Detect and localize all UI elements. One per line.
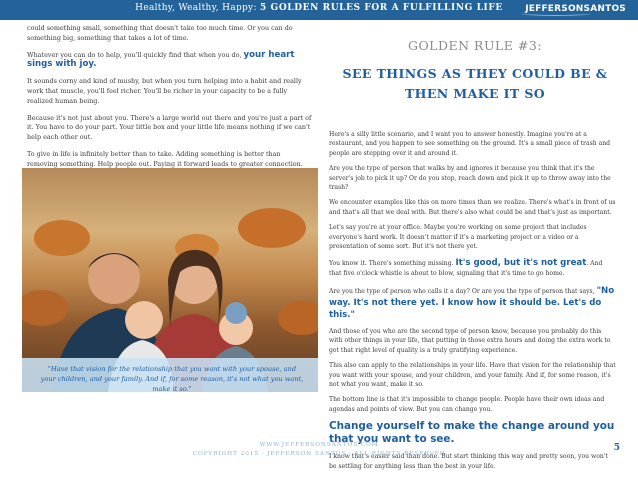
logo-text: JEFFERSONSANTOS bbox=[525, 4, 626, 14]
title-prefix: Healthy, Wealthy, Happy: bbox=[135, 3, 260, 13]
page-number: 5 bbox=[613, 443, 620, 453]
footer-url: WWW.JEFFERSONSANTOS.COM bbox=[259, 442, 379, 448]
rule-number-heading: GOLDEN RULE #3: bbox=[407, 38, 543, 53]
right-paragraph-7: And those of you who are the second type of person know, because you probably do this with other things in your life, that putting in those extra hours and doing the extra work to get that right level of quality is a truly gratifying experience. bbox=[329, 327, 611, 354]
right-paragraph-11: I know that's easier said than done. But start thinking this way and pretty soon, you won't be settling for anything less than the best in your life. bbox=[329, 453, 608, 470]
brand-logo bbox=[525, 4, 626, 14]
heart-sings-highlight: your heart sings with joy. bbox=[27, 49, 295, 70]
right-paragraph-1: Here's a silly little scenario, and I want you to answer honestly. Imagine you're at a restaurant, and you happen to see something on the ground. It's a small piece of trash and people are stepping over it and around it. bbox=[329, 131, 611, 157]
left-column bbox=[27, 24, 312, 177]
title-main: 5 GOLDEN RULES FOR A FULFILLING LIFE bbox=[259, 3, 503, 13]
family-photo bbox=[22, 168, 318, 392]
right-paragraph-2: Are you the type of person that walks by and ignores it because you think that it's the server's job to pick it up? Or do you stop, reach down and pick it up to throw away into the trash? bbox=[329, 165, 611, 192]
change-yourself-highlight: Change yourself to make the change around you that you want to see. bbox=[329, 420, 615, 446]
footer-copyright: COPYRIGHT 2015 · JEFFERSON SANTOS · ALL RIGHTS RESERVED bbox=[192, 451, 446, 457]
right-column bbox=[329, 130, 616, 477]
right-paragraph-9: The bottom line is that it's impossible to change people. People have their own ideas and agendas and points of view. But you can change you. bbox=[329, 396, 605, 413]
right-paragraph-5-lead: You know it. There's something missing. bbox=[329, 260, 456, 268]
left-paragraph-4: Because it's not just about you. There's a large world out there and you're just a part of it. You have to do your part. Your little box and your little life means nothing if we can't help each other out. bbox=[27, 113, 312, 142]
right-paragraph-8: This also can apply to the relationships in your life. Have that vision for the relationship that you want with your spouse, and your children, and your family. And if, for some reason, it's not what you want, make it so. bbox=[329, 362, 616, 388]
pull-quote: "Have that vision for the relationship that you want with your spouse, and your children, and your family. And if, for some reason, it's not what you want, make it so." bbox=[40, 365, 304, 392]
left-paragraph-2-text: Whatever you can do to help, you'll quickly find that when you do, bbox=[27, 50, 244, 59]
no-way-highlight: "No way. It's not there yet. I know how it should be. Let's do this." bbox=[329, 285, 615, 320]
page-footer bbox=[0, 441, 638, 459]
not-great-highlight: It's good, but it's not great bbox=[455, 258, 587, 269]
rule-headline: SEE THINGS AS THEY COULD BE & THEN MAKE IT SO bbox=[342, 66, 608, 101]
logo-swoosh bbox=[521, 11, 591, 16]
right-paragraph-5 bbox=[329, 257, 616, 278]
left-paragraph-1: could something small, something that doesn't take too much time. Or you can do something big, something that takes a lot of time. bbox=[27, 24, 293, 42]
photo-quote-box bbox=[22, 358, 318, 392]
right-paragraph-3: We encounter examples like this on more times than we realize. There's what's in front of us and that's all that we deal with. But there's also what could be and that's just as important. bbox=[329, 199, 616, 216]
left-paragraph-5: To give in life is infinitely better than to take. Adding something is better than removing something. Help people out. Paying it forward leads to greater connection. bbox=[27, 149, 303, 168]
left-paragraph-2 bbox=[27, 51, 312, 71]
right-paragraph-4: Let's say you're at your office. Maybe you're working on some project that includes everyone's hard work. It doesn't matter if it's a marketing project or a video or a presentation of some sort. But it's not there yet. bbox=[329, 224, 587, 251]
left-paragraph-3: It sounds corny and kind of mushy, but when you turn helping into a habit and really work that muscle, you'll feel richer. You'll be richer in your capacity to be a fully realized human being. bbox=[27, 77, 302, 105]
right-paragraph-6-lead: Are you the type of person who calls it a day? Or are you the type of person that says, bbox=[329, 287, 597, 295]
header-bar bbox=[0, 0, 638, 20]
right-paragraph-6 bbox=[329, 285, 616, 321]
right-paragraph-5-tail: . And that five o'clock whistle is about to blow, signaling that it's time to go home. bbox=[329, 260, 603, 278]
